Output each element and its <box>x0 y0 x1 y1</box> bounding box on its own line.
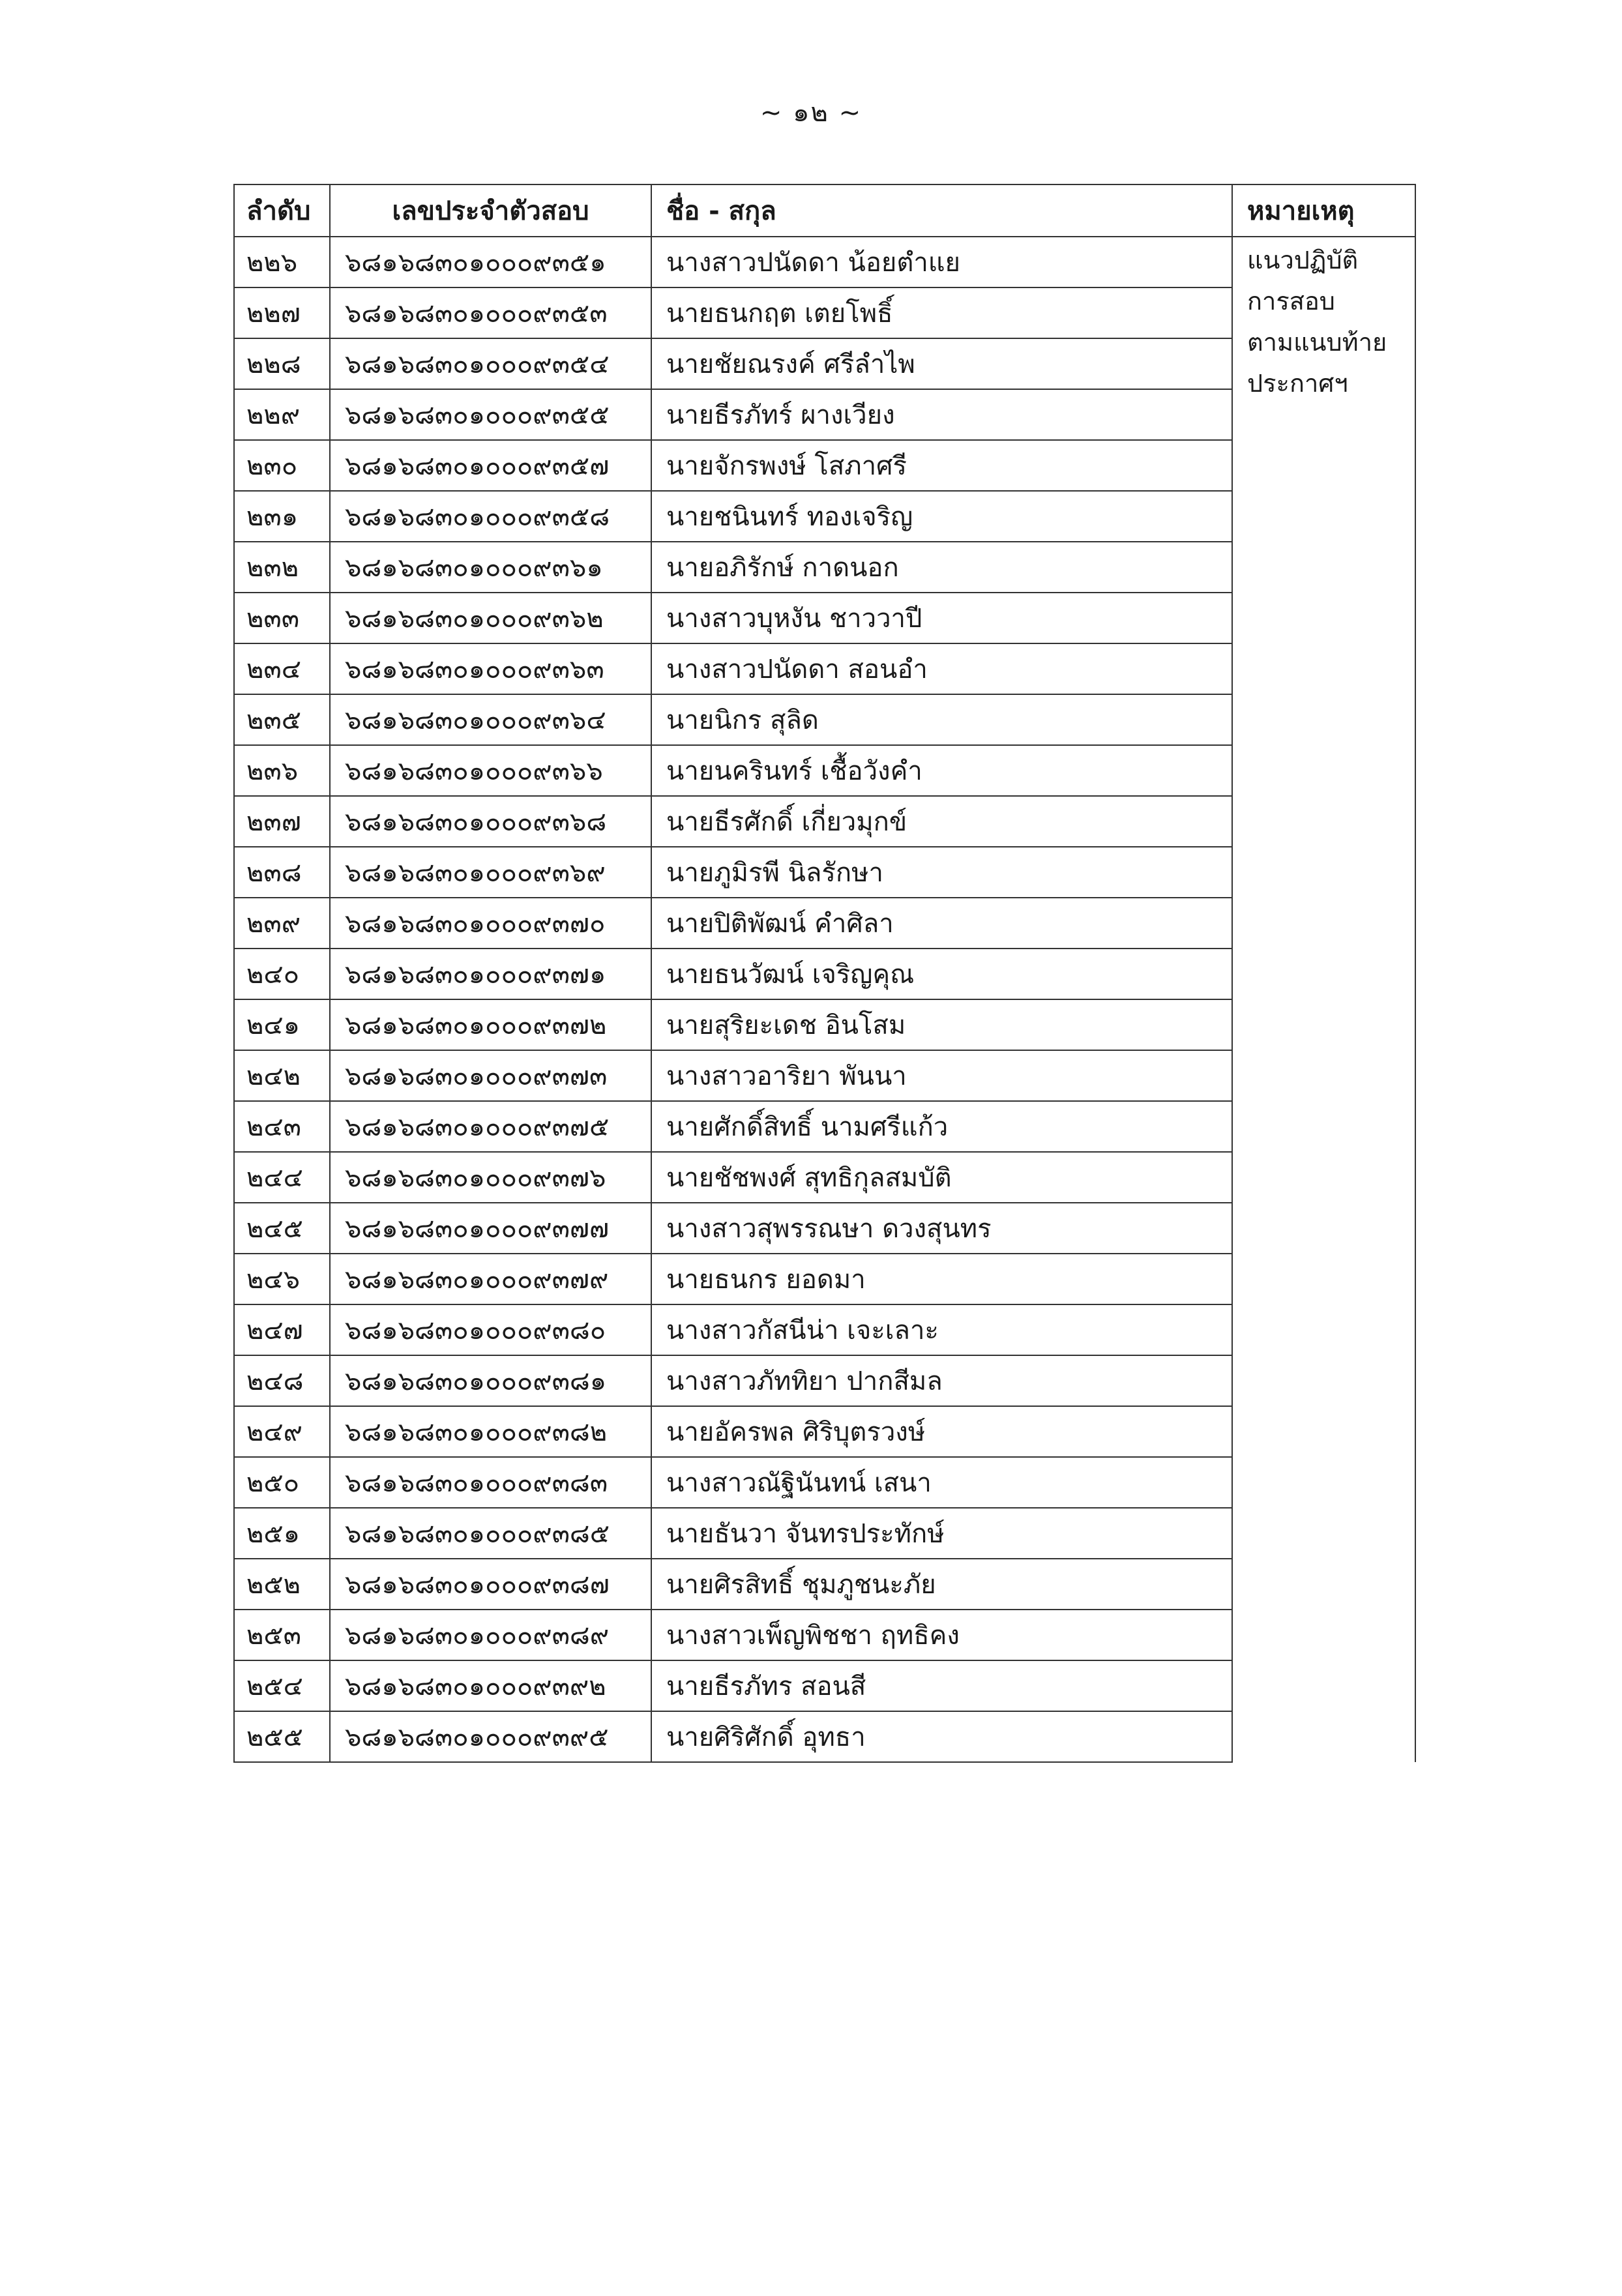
row-name: นายธีรศักดิ์ เกี่ยวมุกข์ <box>651 796 1232 847</box>
header-index: ลำดับ <box>234 184 330 237</box>
row-index: ๒๒๘ <box>234 338 330 389</box>
page-number: ~ ๑๒ ~ <box>759 98 863 128</box>
row-exam-id: ๖๘๑๖๘๓๐๑๐๐๐๙๓๙๒ <box>330 1660 651 1711</box>
row-exam-id: ๖๘๑๖๘๓๐๑๐๐๐๙๓๕๔ <box>330 338 651 389</box>
row-name: นายธนวัฒน์ เจริญคุณ <box>651 949 1232 999</box>
candidate-table <box>233 184 1416 1763</box>
row-index: ๒๓๖ <box>234 745 330 796</box>
row-name: นายสุริยะเดช อินโสม <box>651 999 1232 1050</box>
row-exam-id: ๖๘๑๖๘๓๐๑๐๐๐๙๓๖๙ <box>330 847 651 898</box>
row-exam-id: ๖๘๑๖๘๓๐๑๐๐๐๙๓๘๒ <box>330 1406 651 1457</box>
row-name: นายอภิรักษ์ กาดนอก <box>651 542 1232 593</box>
row-index: ๒๔๓ <box>234 1101 330 1152</box>
row-index: ๒๓๑ <box>234 491 330 542</box>
row-exam-id: ๖๘๑๖๘๓๐๑๐๐๐๙๓๘๕ <box>330 1508 651 1559</box>
table-body <box>234 237 1415 1762</box>
row-index: ๒๓๗ <box>234 796 330 847</box>
row-name: นางสาวบุหงัน ชาววาปี <box>651 593 1232 643</box>
row-exam-id: ๖๘๑๖๘๓๐๑๐๐๐๙๓๕๕ <box>330 389 651 440</box>
row-index: ๒๕๑ <box>234 1508 330 1559</box>
row-name: นางสาวสุพรรณษา ดวงสุนทร <box>651 1203 1232 1254</box>
row-exam-id: ๖๘๑๖๘๓๐๑๐๐๐๙๓๕๓ <box>330 287 651 338</box>
row-exam-id: ๖๘๑๖๘๓๐๑๐๐๐๙๓๕๘ <box>330 491 651 542</box>
row-exam-id: ๖๘๑๖๘๓๐๑๐๐๐๙๓๘๗ <box>330 1559 651 1610</box>
note-cell <box>1232 237 1415 1762</box>
row-name: นายธีรภัทร์ ผางเวียง <box>651 389 1232 440</box>
row-index: ๒๔๐ <box>234 949 330 999</box>
row-index: ๒๕๒ <box>234 1559 330 1610</box>
table-header-row <box>234 184 1415 237</box>
row-exam-id: ๖๘๑๖๘๓๐๑๐๐๐๙๓๘๑ <box>330 1355 651 1406</box>
row-index: ๒๔๗ <box>234 1304 330 1355</box>
row-index: ๒๓๘ <box>234 847 330 898</box>
row-index: ๒๓๔ <box>234 643 330 694</box>
row-index: ๒๕๔ <box>234 1660 330 1711</box>
note-line: ตามแนบท้าย <box>1247 328 1387 357</box>
row-name: นายจักรพงษ์ โสภาศรี <box>651 440 1232 491</box>
row-index: ๒๒๖ <box>234 237 330 287</box>
row-index: ๒๔๔ <box>234 1152 330 1203</box>
row-name: นายธนกร ยอดมา <box>651 1254 1232 1304</box>
row-name: นายธีรภัทร สอนสี <box>651 1660 1232 1711</box>
row-name: นายชัยณรงค์ ศรีลำไพ <box>651 338 1232 389</box>
row-index: ๒๕๐ <box>234 1457 330 1508</box>
row-exam-id: ๖๘๑๖๘๓๐๑๐๐๐๙๓๗๑ <box>330 949 651 999</box>
row-index: ๒๓๐ <box>234 440 330 491</box>
row-exam-id: ๖๘๑๖๘๓๐๑๐๐๐๙๓๗๒ <box>330 999 651 1050</box>
row-name: นายชนินทร์ ทองเจริญ <box>651 491 1232 542</box>
row-index: ๒๒๗ <box>234 287 330 338</box>
row-name: นายอัครพล ศิริบุตรวงษ์ <box>651 1406 1232 1457</box>
row-exam-id: ๖๘๑๖๘๓๐๑๐๐๐๙๓๙๕ <box>330 1711 651 1762</box>
row-index: ๒๒๙ <box>234 389 330 440</box>
row-name: นางสาวณัฐินันทน์ เสนา <box>651 1457 1232 1508</box>
row-exam-id: ๖๘๑๖๘๓๐๑๐๐๐๙๓๗๓ <box>330 1050 651 1101</box>
row-name: นายศิรสิทธิ์ ชุมภูชนะภัย <box>651 1559 1232 1610</box>
table-row <box>234 237 1415 287</box>
row-name: นายภูมิรพี นิลรักษา <box>651 847 1232 898</box>
row-exam-id: ๖๘๑๖๘๓๐๑๐๐๐๙๓๖๑ <box>330 542 651 593</box>
row-name: นายชัชพงศ์ สุทธิกุลสมบัติ <box>651 1152 1232 1203</box>
row-exam-id: ๖๘๑๖๘๓๐๑๐๐๐๙๓๗๖ <box>330 1152 651 1203</box>
row-name: นายปิติพัฒน์ คำศิลา <box>651 898 1232 949</box>
note-line: การสอบ <box>1247 287 1335 316</box>
row-name: นางสาวเพ็ญพิชชา ฤทธิคง <box>651 1610 1232 1660</box>
header-exam-id: เลขประจำตัวสอบ <box>330 184 651 237</box>
row-name: นางสาวกัสนีน่า เจะเลาะ <box>651 1304 1232 1355</box>
row-index: ๒๕๕ <box>234 1711 330 1762</box>
row-exam-id: ๖๘๑๖๘๓๐๑๐๐๐๙๓๖๔ <box>330 694 651 745</box>
row-exam-id: ๖๘๑๖๘๓๐๑๐๐๐๙๓๘๐ <box>330 1304 651 1355</box>
row-exam-id: ๖๘๑๖๘๓๐๑๐๐๐๙๓๗๕ <box>330 1101 651 1152</box>
row-index: ๒๔๒ <box>234 1050 330 1101</box>
row-name: นายศิริศักดิ์ อุทธา <box>651 1711 1232 1762</box>
row-index: ๒๓๒ <box>234 542 330 593</box>
note-line: แนวปฏิบัติ <box>1247 246 1359 274</box>
row-name: นางสาวปนัดดา สอนอำ <box>651 643 1232 694</box>
row-exam-id: ๖๘๑๖๘๓๐๑๐๐๐๙๓๕๑ <box>330 237 651 287</box>
row-name: นายนครินทร์ เชื้อวังคำ <box>651 745 1232 796</box>
row-name: นายธนกฤต เตยโพธิ์ <box>651 287 1232 338</box>
row-exam-id: ๖๘๑๖๘๓๐๑๐๐๐๙๓๘๙ <box>330 1610 651 1660</box>
row-index: ๒๔๙ <box>234 1406 330 1457</box>
row-name: นางสาวปนัดดา น้อยตำแย <box>651 237 1232 287</box>
row-exam-id: ๖๘๑๖๘๓๐๑๐๐๐๙๓๖๖ <box>330 745 651 796</box>
header-note: หมายเหตุ <box>1232 184 1415 237</box>
row-exam-id: ๖๘๑๖๘๓๐๑๐๐๐๙๓๖๓ <box>330 643 651 694</box>
row-exam-id: ๖๘๑๖๘๓๐๑๐๐๐๙๓๗๐ <box>330 898 651 949</box>
row-name: นางสาวภัททิยา ปากสีมล <box>651 1355 1232 1406</box>
note-line: ประกาศฯ <box>1247 369 1348 398</box>
row-index: ๒๓๕ <box>234 694 330 745</box>
row-index: ๒๔๑ <box>234 999 330 1050</box>
row-name: นายนิกร สุลิด <box>651 694 1232 745</box>
row-exam-id: ๖๘๑๖๘๓๐๑๐๐๐๙๓๗๗ <box>330 1203 651 1254</box>
row-index: ๒๓๙ <box>234 898 330 949</box>
note-text <box>1247 237 1415 404</box>
row-index: ๒๓๓ <box>234 593 330 643</box>
row-exam-id: ๖๘๑๖๘๓๐๑๐๐๐๙๓๖๘ <box>330 796 651 847</box>
row-index: ๒๔๖ <box>234 1254 330 1304</box>
row-index: ๒๔๘ <box>234 1355 330 1406</box>
row-exam-id: ๖๘๑๖๘๓๐๑๐๐๐๙๓๕๗ <box>330 440 651 491</box>
row-name: นายธันวา จันทรประทักษ์ <box>651 1508 1232 1559</box>
row-exam-id: ๖๘๑๖๘๓๐๑๐๐๐๙๓๗๙ <box>330 1254 651 1304</box>
header-name: ชื่อ - สกุล <box>651 184 1232 237</box>
row-exam-id: ๖๘๑๖๘๓๐๑๐๐๐๙๓๖๒ <box>330 593 651 643</box>
row-exam-id: ๖๘๑๖๘๓๐๑๐๐๐๙๓๘๓ <box>330 1457 651 1508</box>
row-index: ๒๕๓ <box>234 1610 330 1660</box>
row-name: นางสาวอาริยา พันนา <box>651 1050 1232 1101</box>
row-index: ๒๔๕ <box>234 1203 330 1254</box>
row-name: นายศักดิ์สิทธิ์ นามศรีแก้ว <box>651 1101 1232 1152</box>
